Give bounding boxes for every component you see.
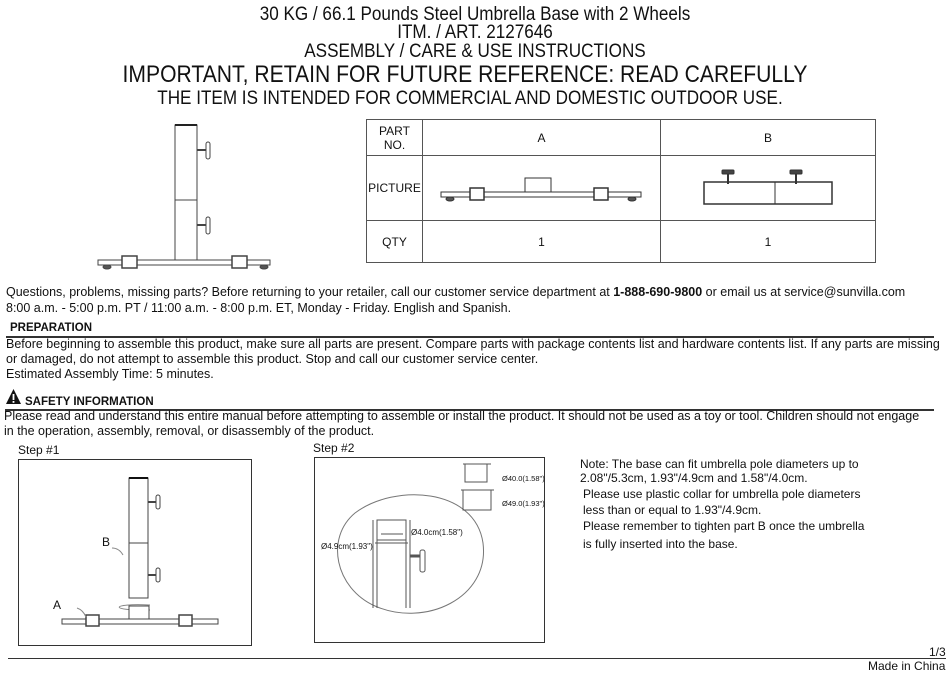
inner-diameter-dimension: Ø4.0cm(1.58") — [411, 528, 463, 537]
product-title: 30 KG / 66.1 Pounds Steel Umbrella Base with 2 Wheels — [259, 4, 691, 25]
preparation-text-1: Before beginning to assemble this product, make sure all parts are present. Compare parts with package contents list and hardware contents list. If any parts are missing — [6, 337, 940, 351]
row-label-part-no: PART NO. — [367, 120, 423, 156]
note-line-4: less than or equal to 1.93"/4.9cm. — [583, 503, 762, 517]
step-2-label: Step #2 — [313, 441, 355, 455]
part-a-qty: 1 — [423, 221, 661, 263]
step-1-diagram — [18, 459, 252, 646]
contact-line-1: Questions, problems, missing parts? Before returning to your retailer, call our customer service department at 1-888-690-9800 or email us at service@sunvilla.com — [6, 285, 906, 299]
item-number: ITM. / ART. 2127646 — [397, 22, 553, 43]
note-line-6: is fully inserted into the base. — [583, 537, 738, 551]
part-a-picture — [423, 156, 661, 221]
note-line-3: Please use plastic collar for umbrella pole diameters — [583, 487, 861, 501]
important-notice: IMPORTANT, RETAIN FOR FUTURE REFERENCE: READ CAREFULLY — [122, 61, 808, 88]
support-phone: 1-888-690-9800 — [613, 285, 703, 299]
row-label-qty: QTY — [367, 221, 423, 263]
part-a-number: A — [423, 120, 661, 156]
table-row — [367, 120, 876, 156]
page-number: 1/3 — [929, 645, 946, 659]
note-line-5: Please remember to tighten part B once the umbrella — [583, 519, 865, 533]
assembled-product-illustration — [92, 120, 282, 275]
row-label-picture: PICTURE — [367, 156, 423, 221]
made-in: Made in China — [868, 659, 946, 673]
collar-small-dimension: Ø40.0(1.58") — [502, 474, 545, 483]
safety-text-1: Please read and understand this entire manual before attempting to assemble or install the product. It should not be used as a toy or tool. Children should not engage — [4, 409, 920, 423]
table-row — [367, 221, 876, 263]
step-1-label: Step #1 — [18, 443, 60, 457]
step-1-callout-a: A — [53, 598, 62, 612]
part-b-qty: 1 — [661, 221, 876, 263]
assembly-time: Estimated Assembly Time: 5 minutes. — [6, 367, 214, 381]
contact-hours: 8:00 a.m. - 5:00 p.m. PT / 11:00 a.m. - 8:00 p.m. ET, Monday - Friday. English and Spanish. — [6, 301, 512, 315]
table-row — [367, 156, 876, 221]
part-b-picture — [661, 156, 876, 221]
step-1-callout-b: B — [102, 535, 111, 549]
outer-diameter-dimension: Ø4.9cm(1.93") — [321, 542, 373, 551]
note-line-2: 2.08"/5.3cm, 1.93"/4.9cm and 1.58"/4.0cm. — [580, 471, 808, 485]
usage-notice: THE ITEM IS INTENDED FOR COMMERCIAL AND DOMESTIC OUTDOOR USE. — [157, 88, 783, 109]
collar-large-dimension: Ø49.0(1.93") — [502, 499, 545, 508]
safety-heading: SAFETY INFORMATION — [25, 396, 154, 408]
document-subtitle: ASSEMBLY / CARE & USE INSTRUCTIONS — [304, 41, 646, 62]
footer-divider — [8, 658, 946, 659]
preparation-heading: PREPARATION — [10, 322, 92, 334]
part-b-number: B — [661, 120, 876, 156]
parts-table — [366, 119, 876, 263]
warning-triangle-icon — [5, 388, 22, 405]
safety-text-2: in the operation, assembly, removal, or disassembly of the product. — [4, 424, 375, 438]
preparation-text-2: or damaged, do not attempt to assemble this product. Stop and call our customer service center. — [6, 352, 539, 366]
note-line-1: Note: The base can fit umbrella pole diameters up to — [580, 457, 859, 471]
